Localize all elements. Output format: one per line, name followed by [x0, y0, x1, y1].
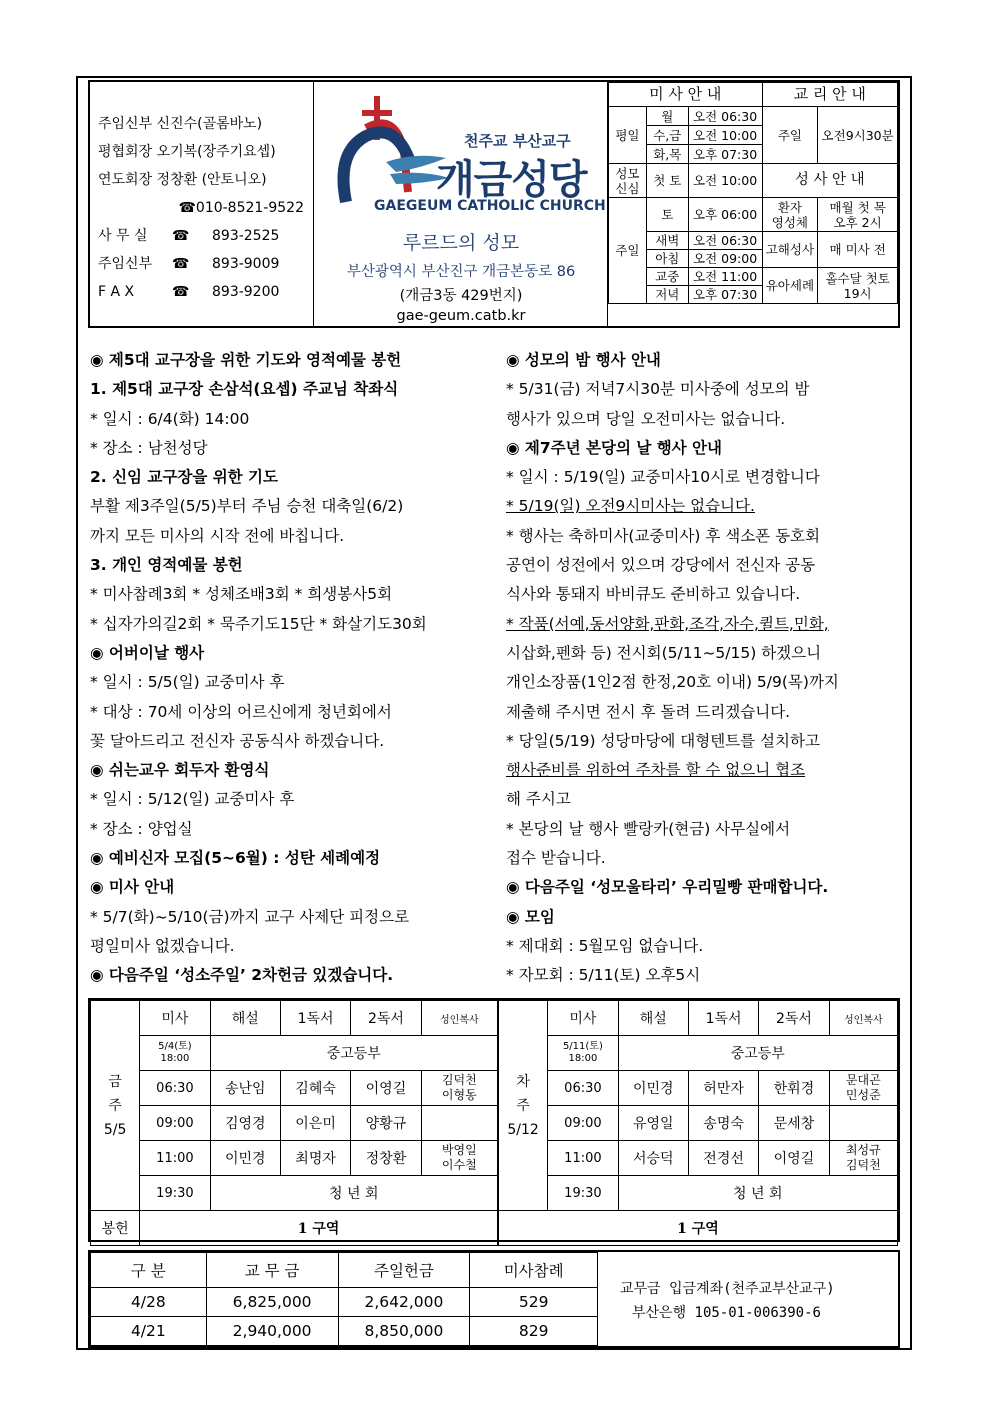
saturday-group: 중고등부 — [618, 1036, 897, 1071]
announcement-line: 개인소장품(1인2점 한정,20호 이내) 5/9(목)까지 — [506, 673, 839, 692]
announcement-line: 식사와 통돼지 바비큐도 준비하고 있습니다. — [506, 585, 801, 604]
announcement-line: * 미사참례3회 * 성체조배3회 * 희생봉사5회 — [90, 585, 393, 604]
evening-group: 청 년 회 — [210, 1176, 497, 1211]
announcement-line: * 자모회 : 5/11(토) 오후5시 — [506, 966, 701, 985]
section-heading: ◉ 미사 안내 — [90, 878, 175, 897]
church-website[interactable]: gae-geum.catb.kr — [396, 308, 526, 324]
announcement-line: 공연이 성전에서 있으며 강당에서 전신자 공동 — [506, 556, 816, 575]
church-name: 개금성당 — [436, 157, 587, 203]
section-heading: ◉ 제7주년 본당의 날 행사 안내 — [506, 438, 722, 457]
catechism-title: 교 리 안 내 — [762, 83, 897, 107]
announcements-right — [506, 346, 906, 991]
announcement-line: 해 주시고 — [506, 790, 571, 809]
announcement-line: 접수 받습니다. — [506, 849, 606, 868]
announcement-line: * 장소 : 양업실 — [90, 819, 193, 838]
schedule-header: 2독서 — [759, 1001, 829, 1036]
minister-name: 김덕천 이형동 — [421, 1071, 497, 1106]
offering-group: 1 구역 — [499, 1211, 898, 1246]
minister-name: 허만자 — [688, 1071, 758, 1106]
church-address-old: (개금3동 429번지) — [399, 288, 523, 304]
mass-time: 09:00 — [140, 1106, 210, 1141]
schedule-header: 1독서 — [688, 1001, 758, 1036]
week-label: 차 주 5/12 — [499, 1001, 548, 1211]
minister-name: 정창환 — [351, 1141, 421, 1176]
minister-name: 양황규 — [351, 1106, 421, 1141]
announcement-line: 행사준비를 위하여 주차를 할 수 없으니 협조 — [506, 761, 806, 780]
announcement-line: 제출해 주시면 전시 후 돌려 드리겠습니다. — [506, 702, 791, 721]
announcement-line: 까지 모든 미사의 시작 전에 바칩니다. — [90, 526, 345, 545]
church-name-english: GAEGEUM CATHOLIC CHURCH — [374, 198, 606, 214]
phone-icon: ☎ — [172, 284, 190, 300]
minister-name: 문세창 — [759, 1106, 829, 1141]
schedule-next-week — [498, 1000, 898, 1246]
announcement-line: * 5/31(금) 저녁7시30분 미사중에 성모의 밤 — [506, 380, 810, 399]
minister-name: 이민경 — [618, 1071, 688, 1106]
minister-name: 박영일 이수철 — [421, 1141, 497, 1176]
phone-fax-row: F A X ☎ 893-9200 — [98, 278, 310, 306]
section-heading: ◉ 예비신자 모집(5~6월) : 성탄 세례예정 — [90, 849, 381, 868]
offering-label: 봉헌 — [91, 1211, 140, 1246]
minister-name: 이은미 — [280, 1106, 350, 1141]
announcement-line: * 십자가의길2회 * 묵주기도15단 * 화살기도30회 — [90, 614, 427, 633]
mass-guide-title: 미 사 안 내 — [609, 83, 763, 107]
account-number: 부산은행 105-01-006390-6 — [632, 1305, 821, 1321]
minister-name: 이영길 — [759, 1141, 829, 1176]
schedule-header: 성인복사 — [421, 1001, 497, 1036]
phone-pastor-row: 주임신부 ☎ 893-9009 — [98, 250, 310, 278]
announcement-line: 부활 제3주일(5/5)부터 주님 승천 대축일(6/2) — [90, 497, 404, 516]
announcement-line: 평일미사 없겠습니다. — [90, 936, 235, 955]
staff-council: 평협회장 오기복(장주기요셉) — [98, 144, 276, 160]
patron-title: 루르드의 성모 — [402, 232, 520, 254]
minister-name: 서승덕 — [618, 1141, 688, 1176]
announcements-left — [90, 346, 500, 991]
schedule-header: 1독서 — [280, 1001, 350, 1036]
finance-box — [88, 1250, 900, 1348]
schedule-this-week — [90, 1000, 498, 1246]
announcement-line: * 일시 : 5/5(일) 교중미사 후 — [90, 673, 285, 692]
phone-icon: ☎ — [172, 228, 190, 244]
announcement-line: 꽃 달아드리고 전신자 공동식사 하겠습니다. — [90, 731, 385, 750]
mass-time: 11:00 — [548, 1141, 618, 1176]
minister-name: 김영경 — [210, 1106, 280, 1141]
minister-name: 최명자 — [280, 1141, 350, 1176]
schedule-header: 미사 — [548, 1001, 618, 1036]
section-heading: ◉ 다음주일 ‘성소주일’ 2차헌금 있겠습니다. — [90, 966, 394, 985]
section-heading: ◉ 제5대 교구장을 위한 기도와 영적예물 봉헌 — [90, 351, 402, 369]
evening-group: 청 년 회 — [618, 1176, 897, 1211]
ministry-schedule — [88, 998, 900, 1242]
sacrament-title: 성 사 안 내 — [762, 164, 897, 198]
staff-list — [98, 110, 310, 306]
minister-name: 전경선 — [688, 1141, 758, 1176]
mass-time: 09:00 — [548, 1106, 618, 1141]
minister-name: 이영길 — [351, 1071, 421, 1106]
offering-group: 1 구역 — [140, 1211, 498, 1246]
schedule-header: 해설 — [210, 1001, 280, 1036]
section-heading: 2. 신임 교구장을 위한 기도 — [90, 468, 278, 487]
announcement-line: * 본당의 날 행사 빨랑카(현금) 사무실에서 — [506, 819, 791, 838]
schedule-header: 성인복사 — [829, 1001, 897, 1036]
announcement-line: * 일시 : 5/19(일) 교중미사10시로 변경합니다 — [506, 468, 820, 487]
section-heading: 1. 제5대 교구장 손삼석(요셉) 주교님 착좌식 — [90, 380, 399, 399]
announcement-line: * 대상 : 70세 이상의 어르신에게 청년회에서 — [90, 702, 392, 721]
minister-name: 김혜숙 — [280, 1071, 350, 1106]
announcement-line: * 장소 : 남천성당 — [90, 438, 208, 457]
schedule-header: 해설 — [618, 1001, 688, 1036]
saturday-group: 중고등부 — [210, 1036, 497, 1071]
minister-name: 문대곤 민성준 — [829, 1071, 897, 1106]
announcement-line: 시삽화,펜화 등) 전시회(5/11~5/15) 하겠으니 — [506, 643, 822, 662]
announcement-line: * 제대회 : 5월모임 없습니다. — [506, 936, 704, 955]
announcement-line: * 일시 : 5/12(일) 교중미사 후 — [90, 790, 295, 809]
finance-table: 구 분 교 무 금 주일헌금 미사참례 4/28 6,825,000 2,642,000 529 4/21 2,940,000 8,850,000 829 — [90, 1252, 598, 1346]
minister-name — [829, 1106, 897, 1141]
section-heading: 3. 개인 영적예물 봉헌 — [90, 556, 243, 575]
saturday-mass-time: 5/11(토) 18:00 — [548, 1036, 618, 1071]
announcement-line: * 일시 : 6/4(화) 14:00 — [90, 409, 250, 428]
minister-name: 송명숙 — [688, 1106, 758, 1141]
announcement-line: * 5/19(일) 오전9시미사는 없습니다. — [506, 497, 755, 516]
staff-pastor: 주임신부 신진수(골롬바노) — [98, 116, 263, 132]
minister-name: 최성규 김덕천 — [829, 1141, 897, 1176]
account-title: 교무금 입금계좌(천주교부산교구) — [620, 1281, 835, 1297]
saturday-mass-time: 5/4(토) 18:00 — [140, 1036, 210, 1071]
announcement-line: * 당일(5/19) 성당마당에 대형텐트를 설치하고 — [506, 731, 820, 750]
section-heading: ◉ 다음주일 ‘성모울타리’ 우리밀빵 판매합니다. — [506, 878, 829, 897]
mass-time: 06:30 — [140, 1071, 210, 1106]
mass-guide-table: 미 사 안 내 교 리 안 내 평일 월 오전 06:30 주일 오전9시30분 수,금 오전 10:00 화,목 오후 07:30 성모 신심 첫 토 오전 10:00 성 사 안 내 주일 토 오후 06:00 환자 영성체 매월 첫 목 오후 2시 새벽 오전 06:30 고해성사 매 미사 전 아침 오전 09:00 교중 오전 11:00 유아세례 홀수달 첫토 19시 저녁 오후 07:30 — [608, 82, 898, 304]
section-heading: ◉ 모임 — [506, 907, 555, 926]
mass-time: 19:30 — [548, 1176, 618, 1211]
church-address: 부산광역시 부산진구 개금본동로 86 — [346, 264, 576, 280]
mass-time: 19:30 — [140, 1176, 210, 1211]
minister-name: 송난임 — [210, 1071, 280, 1106]
schedule-header: 2독서 — [351, 1001, 421, 1036]
phone-icon: ☎ — [172, 256, 190, 272]
minister-name — [421, 1106, 497, 1141]
week-label: 금 주 5/5 — [91, 1001, 140, 1211]
section-heading: ◉ 쉬는교우 회두자 환영식 — [90, 761, 270, 780]
announcement-line: * 행사는 축하미사(교중미사) 후 색소폰 동호회 — [506, 526, 820, 545]
church-logo-area — [316, 82, 606, 326]
phone-office-row: 사 무 실 ☎ 893-2525 — [98, 222, 310, 250]
diocese-name: 천주교 부산교구 — [464, 132, 571, 150]
minister-name: 한휘경 — [759, 1071, 829, 1106]
schedule-header: 미사 — [140, 1001, 210, 1036]
section-heading: ◉ 어버이날 행사 — [90, 643, 205, 662]
announcement-line: 행사가 있으며 당일 오전미사는 없습니다. — [506, 409, 786, 428]
mass-time: 06:30 — [548, 1071, 618, 1106]
announcement-line: * 5/7(화)~5/10(금)까지 교구 사제단 피정으로 — [90, 907, 410, 926]
minister-name: 유영일 — [618, 1106, 688, 1141]
announcement-line: * 작품(서예,동서양화,판화,조각,자수,퀼트,민화, — [506, 614, 829, 633]
phone-mobile: ☎010-8521-9522 — [178, 200, 304, 216]
staff-funeral: 연도회장 정창환 (안토니오) — [98, 172, 267, 188]
mass-time: 11:00 — [140, 1141, 210, 1176]
minister-name: 이민경 — [210, 1141, 280, 1176]
section-heading: ◉ 성모의 밤 행사 안내 — [506, 351, 661, 369]
